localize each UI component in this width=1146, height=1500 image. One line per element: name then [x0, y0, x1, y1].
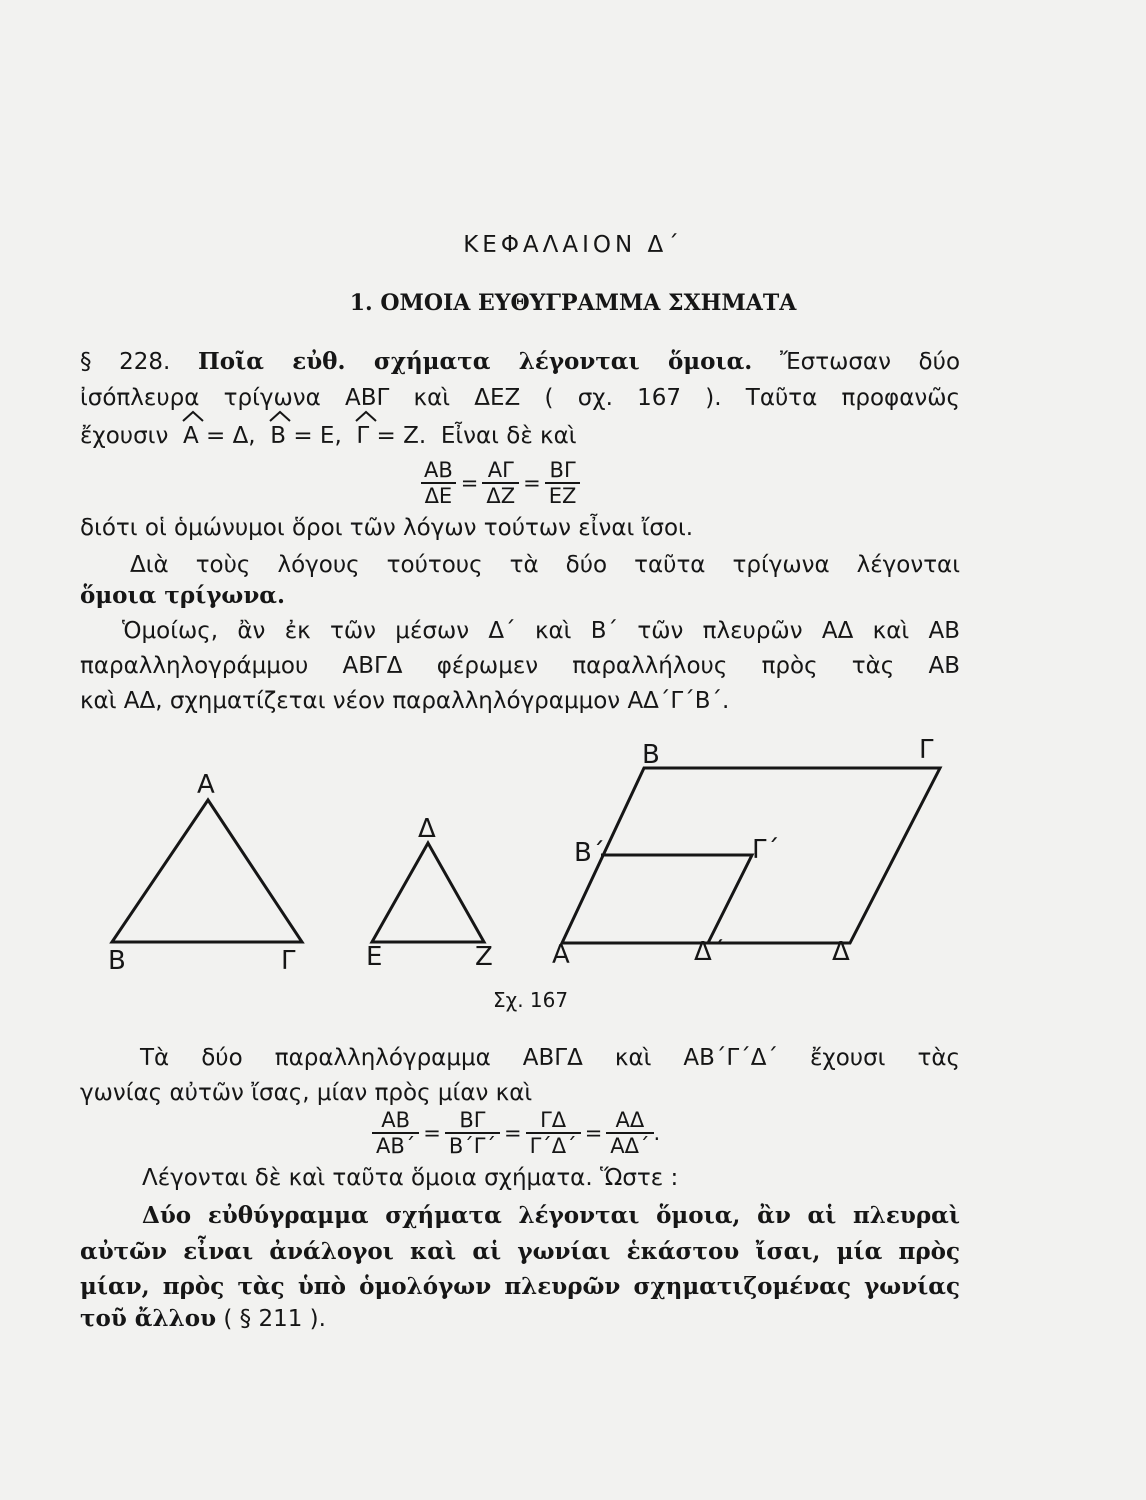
paragraph-228-line-6: ὅμοια τρίγωνα.	[80, 582, 286, 609]
ratio-equation-triangles: $\frac{AB}{\Delta E}$ = $\frac{A\Gamma}{\Delta Z}$ = $\frac{B\Gamma}{EZ}$	[420, 458, 580, 508]
ratio-p4: $\frac{A\Delta}{A\Delta΄}$	[606, 1108, 653, 1158]
ratio-p3: $\frac{\Gamma\Delta}{\Gamma΄\Delta΄}$	[526, 1108, 581, 1158]
conclusion-intro: Λέγονται δὲ καὶ ταῦτα ὅμοια σχήματα. Ὥστε :	[142, 1165, 679, 1191]
paragraph-228-line-9: καὶ ΑΔ, σχηματίζεται νέον παραλληλόγραμμον ΑΔ΄Γ΄Β΄.	[80, 688, 730, 714]
label-para-b-prime: Β΄	[574, 838, 605, 868]
angle-a: Α	[183, 423, 199, 449]
figure-caption: Σχ. 167	[493, 988, 569, 1012]
line-1-rest: Ἔστωσαν δύο	[779, 349, 961, 375]
ratio-equation-parallelograms: $\frac{AB}{AB΄}$ = $\frac{B\Gamma}{B΄\Gamma΄}$ = $\frac{\Gamma\Delta}{\Gamma΄\Delta΄}$ = $\frac{A\Delta}{A\Delta΄}$ .	[372, 1108, 660, 1158]
triangle-abg	[112, 800, 302, 942]
label-tri2-z: Ζ	[475, 942, 493, 972]
label-tri2-e: Ε	[366, 942, 383, 972]
paragraph-228-line-7: Ὁμοίως, ἂν ἐκ τῶν μέσων Δ΄ καὶ Β΄ τῶν πλευρῶν ΑΔ καὶ ΑΒ	[122, 618, 960, 644]
paragraph-parallelograms-line-1: Τὰ δύο παραλληλόγραμμα ΑΒΓΔ καὶ ΑΒ΄Γ΄Δ΄ ἔχουσι τὰς	[140, 1045, 960, 1071]
paragraph-228-line-5: Διὰ τοὺς λόγους τούτους τὰ δύο ταῦτα τρίγωνα λέγονται	[130, 552, 960, 578]
label-para-d-prime: Δ΄	[694, 937, 725, 967]
ratio-p1: $\frac{AB}{AB΄}$	[372, 1108, 419, 1158]
angle-b: Β	[270, 423, 286, 449]
angle-a-eq: = Δ,	[205, 423, 256, 449]
definition-line-1: Δύο εὐθύγραμμα σχήματα λέγονται ὅμοια, ἂν αἱ πλευραὶ	[142, 1202, 960, 1229]
ratio-p2: $\frac{B\Gamma}{B΄\Gamma΄}$	[445, 1108, 500, 1158]
inner-lines	[601, 855, 752, 943]
section-title: Ποῖα εὐθ. σχήματα λέγονται ὅμοια.	[198, 348, 753, 375]
label-para-b: Β	[642, 740, 660, 770]
paragraph-228-line-4: διότι οἱ ὁμώνυμοι ὅροι τῶν λόγων τούτων εἶναι ἴσοι.	[80, 515, 694, 541]
paragraph-228-line-2: ἰσόπλευρα τρίγωνα ΑΒΓ καὶ ΔΕΖ ( σχ. 167 ). Ταῦτα προφανῶς	[80, 385, 960, 411]
chapter-heading: ΚΕΦΑΛΑΙΟΝ Δ΄	[463, 232, 683, 258]
label-para-a: Α	[552, 940, 570, 970]
angle-c-eq: = Ζ.	[376, 423, 427, 449]
line-3-prefix: ἔχουσιν	[80, 423, 169, 449]
ratio-1: $\frac{AB}{\Delta E}$	[420, 458, 457, 508]
ratio-3: $\frac{B\Gamma}{EZ}$	[545, 458, 581, 508]
label-tri1-g: Γ	[281, 946, 296, 976]
section-number: § 228.	[80, 349, 171, 375]
line-3-suffix: Εἶναι δὲ καὶ	[440, 423, 577, 449]
label-tri2-d: Δ	[418, 814, 436, 844]
section-heading: 1. ΟΜΟΙΑ ΕΥΘΥΓΡΑΜΜΑ ΣΧΗΜΑΤΑ	[349, 290, 797, 316]
triangle-dez	[372, 843, 484, 942]
label-para-g-prime: Γ΄	[752, 835, 780, 865]
ratio-2: $\frac{A\Gamma}{\Delta Z}$	[482, 458, 519, 508]
definition-line-3: μίαν, πρὸς τὰς ὑπὸ ὁμολόγων πλευρῶν σχηματιζομένας γωνίας	[80, 1273, 960, 1300]
label-tri1-a: Α	[197, 770, 215, 800]
label-tri1-b: Β	[108, 946, 126, 976]
label-para-g: Γ	[919, 735, 934, 765]
angle-c: Γ	[356, 423, 369, 449]
definition-line-4: τοῦ ἄλλου ( § 211 ).	[80, 1305, 326, 1332]
definition-line-2: αὐτῶν εἶναι ἀνάλογοι καὶ αἱ γωνίαι ἑκάστου ἴσαι, μία πρὸς	[80, 1238, 960, 1265]
angle-b-eq: = Ε,	[293, 423, 342, 449]
label-para-d: Δ	[832, 937, 850, 967]
paragraph-228-line-8: παραλληλογράμμου ΑΒΓΔ φέρωμεν παραλλήλους πρὸς τὰς ΑΒ	[80, 653, 960, 679]
paragraph-parallelograms-line-2: γωνίας αὐτῶν ἴσας, μίαν πρὸς μίαν καὶ	[80, 1080, 533, 1106]
